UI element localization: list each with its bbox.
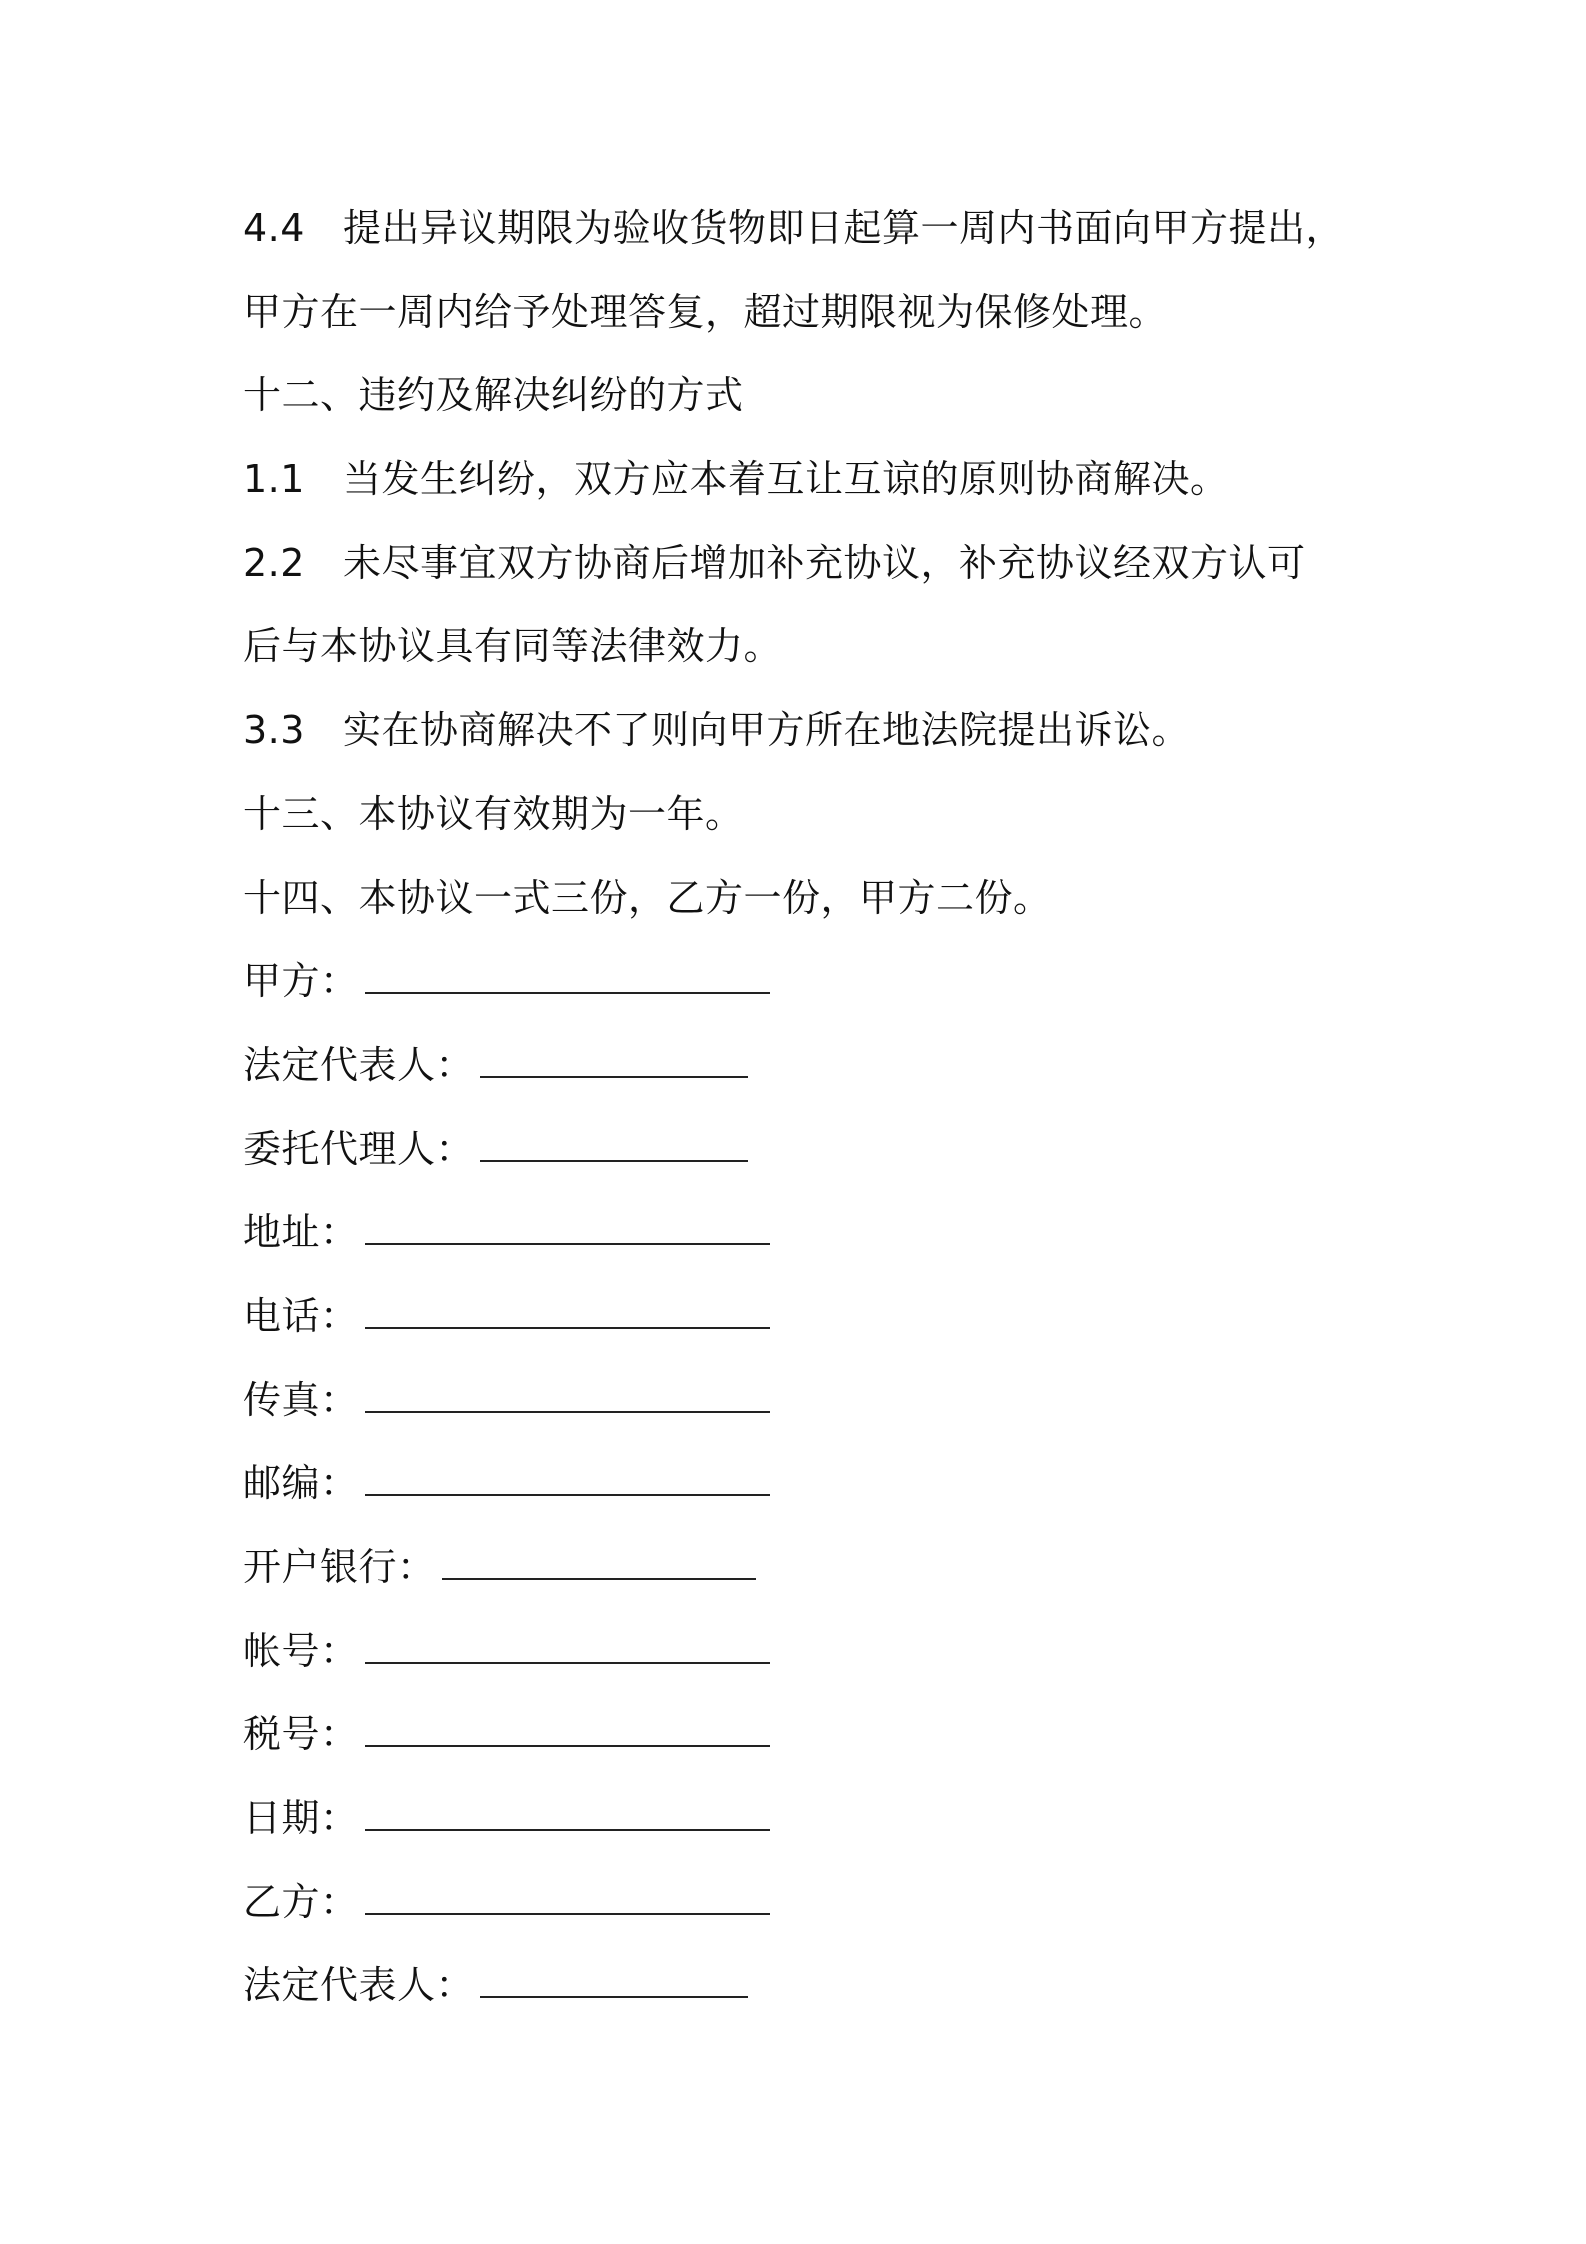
section-heading-12 — [243, 364, 1373, 448]
signature-blank[interactable] — [365, 958, 770, 994]
clause-number: 3.3 — [243, 708, 305, 753]
document-body — [243, 197, 1373, 2038]
signature-blank[interactable] — [480, 1126, 748, 1162]
fill-blank[interactable] — [365, 1795, 770, 1831]
field-authorized-agent — [243, 1118, 1373, 1202]
section-heading-text: 十二、违约及解决纠纷的方式 — [243, 373, 744, 418]
clause-2-2-continued — [243, 615, 1373, 699]
clause-text: 当发生纠纷，双方应本着互让互谅的原则协商解决。 — [343, 457, 1229, 502]
field-party-b — [243, 1871, 1373, 1955]
field-label: 传真： — [243, 1377, 359, 1422]
field-label: 日期： — [243, 1796, 359, 1841]
field-label: 电话： — [243, 1293, 359, 1338]
signature-blank[interactable] — [480, 1042, 748, 1078]
field-label: 法定代表人： — [243, 1042, 475, 1087]
field-bank — [243, 1536, 1373, 1620]
field-phone — [243, 1285, 1373, 1369]
field-account-number — [243, 1620, 1373, 1704]
field-address — [243, 1201, 1373, 1285]
field-label: 甲方： — [243, 959, 359, 1004]
signature-blank[interactable] — [480, 1962, 748, 1998]
field-date — [243, 1787, 1373, 1871]
field-label: 税号： — [243, 1712, 359, 1757]
field-fax — [243, 1369, 1373, 1453]
field-label: 法定代表人： — [243, 1963, 475, 2008]
fill-blank[interactable] — [365, 1209, 770, 1245]
fill-blank[interactable] — [365, 1711, 770, 1747]
section-heading-text: 十三、本协议有效期为一年。 — [243, 791, 744, 836]
field-label: 邮编： — [243, 1461, 359, 1506]
clause-3-3 — [243, 699, 1373, 783]
fill-blank[interactable] — [365, 1460, 770, 1496]
field-label: 开户银行： — [243, 1545, 436, 1589]
clause-4-4-continued — [243, 281, 1373, 365]
clause-text: 甲方在一周内给予处理答复，超过期限视为保修处理。 — [243, 289, 1168, 334]
field-label: 乙方： — [243, 1879, 359, 1924]
clause-2-2 — [243, 532, 1373, 616]
section-heading-text: 十四、本协议一式三份，乙方一份，甲方二份。 — [243, 875, 1052, 920]
fill-blank[interactable] — [365, 1377, 770, 1413]
field-tax-number — [243, 1703, 1373, 1787]
field-party-a — [243, 950, 1373, 1034]
clause-text: 实在协商解决不了则向甲方所在地法院提出诉讼。 — [343, 708, 1191, 753]
field-legal-representative-a — [243, 1034, 1373, 1118]
clause-4-4 — [243, 197, 1373, 281]
field-postcode — [243, 1452, 1373, 1536]
clause-number: 4.4 — [243, 206, 305, 250]
fill-blank[interactable] — [365, 1293, 770, 1329]
field-label: 帐号： — [243, 1628, 359, 1673]
field-label: 委托代理人： — [243, 1126, 475, 1171]
fill-blank[interactable] — [442, 1544, 756, 1580]
field-legal-representative-b — [243, 1954, 1373, 2038]
clause-1-1 — [243, 448, 1373, 532]
section-heading-14 — [243, 867, 1373, 951]
section-heading-13 — [243, 783, 1373, 867]
clause-number: 1.1 — [243, 457, 305, 502]
clause-text: 后与本协议具有同等法律效力。 — [243, 624, 783, 669]
field-label: 地址： — [243, 1210, 359, 1255]
clause-number: 2.2 — [243, 540, 305, 585]
clause-text: 未尽事宜双方协商后增加补充协议，补充协议经双方认可 — [343, 540, 1306, 585]
fill-blank[interactable] — [365, 1628, 770, 1664]
signature-blank[interactable] — [365, 1879, 770, 1915]
clause-text: 提出异议期限为验收货物即日起算一周内书面向甲方提出， — [343, 206, 1345, 250]
